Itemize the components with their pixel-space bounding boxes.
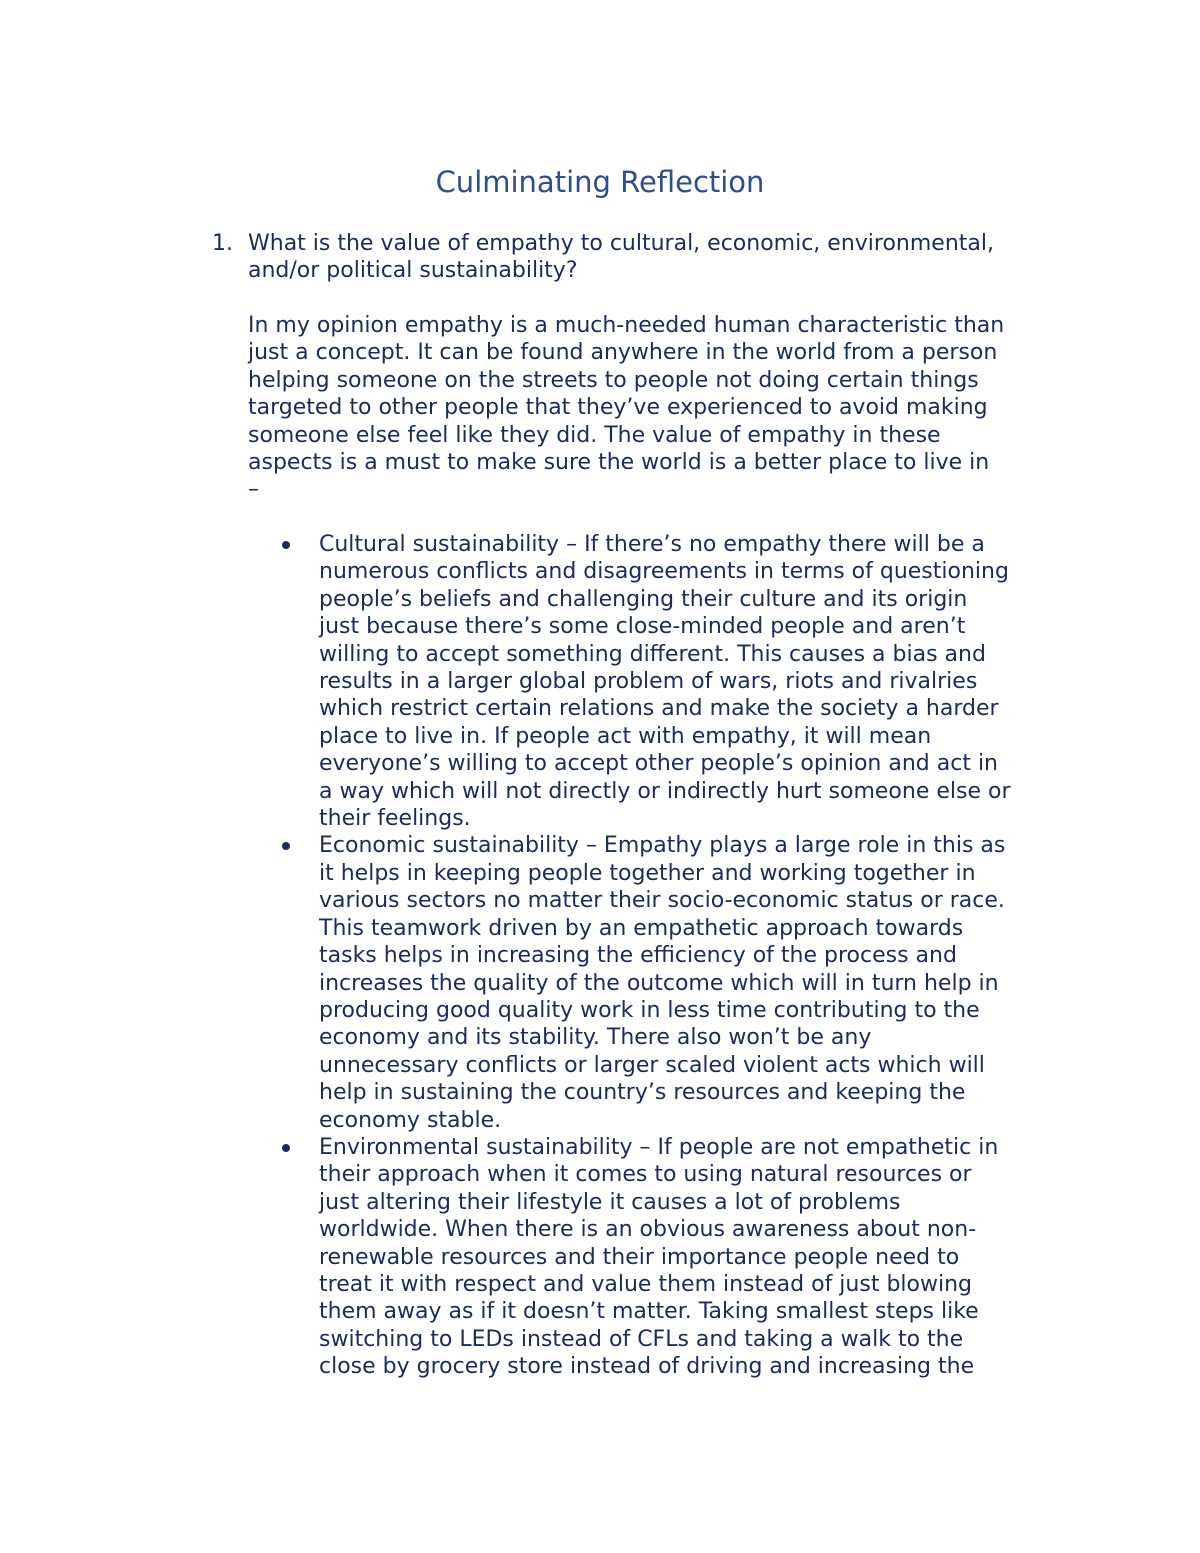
bullet-line: everyone’s willing to accept other people’s opinion and act in	[319, 751, 999, 777]
bullet-line: switching to LEDs instead of CFLs and taking a walk to the	[319, 1326, 964, 1352]
bullet-dot-icon	[282, 541, 290, 549]
answer-line: aspects is a must to make sure the world is a better place to live in	[248, 450, 990, 476]
bullet-line: close by grocery store instead of driving and increasing the	[319, 1354, 975, 1380]
answer-paragraph	[248, 312, 1078, 504]
bullet-line: economy and its stability. There also won’t be any	[319, 1025, 872, 1051]
question-line: and/or political sustainability?	[248, 258, 578, 284]
bullet-line: Environmental sustainability – If people are not empathetic in	[319, 1134, 999, 1160]
list-number: 1.	[212, 231, 233, 256]
bullet-line: various sectors no matter their socio-economic status or race.	[319, 888, 1005, 914]
bullet-item-environmental	[276, 1134, 1076, 1381]
bullet-line: place to live in. If people act with empathy, it will mean	[319, 723, 932, 749]
bullet-line: treat it with respect and value them instead of just blowing	[319, 1271, 972, 1297]
bullet-line: willing to accept something different. This causes a bias and	[319, 641, 986, 667]
answer-line: just a concept. It can be found anywhere in the world from a person	[248, 340, 998, 366]
answer-line: targeted to other people that they’ve experienced to avoid making	[248, 395, 988, 421]
bullet-line: numerous conflicts and disagreements in terms of questioning	[319, 559, 1009, 585]
answer-line: someone else feel like they did. The value of empathy in these	[248, 422, 941, 448]
bullet-line: them away as if it doesn’t matter. Taking smallest steps like	[319, 1299, 979, 1325]
bullet-line: just because there’s some close-minded people and aren’t	[319, 614, 966, 640]
bullet-dot-icon	[282, 842, 290, 850]
bullet-line: worldwide. When there is an obvious awareness about non-	[319, 1217, 977, 1243]
bullet-line: help in sustaining the country’s resources and keeping the	[319, 1080, 966, 1106]
bullet-line: a way which will not directly or indirectly hurt someone else or	[319, 778, 1011, 804]
bullet-line: Cultural sustainability – If there’s no empathy there will be a	[319, 532, 985, 557]
bullet-line: producing good quality work in less time contributing to the	[319, 997, 980, 1023]
page-title: Culminating Reflection	[435, 165, 765, 199]
bullet-dot-icon	[282, 1144, 290, 1152]
bullet-line: renewable resources and their importance people need to	[319, 1244, 960, 1270]
answer-line: –	[248, 477, 259, 503]
bullet-line: unnecessary conflicts or larger scaled violent acts which will	[319, 1052, 985, 1078]
bullet-line: it helps in keeping people together and working together in	[319, 860, 976, 886]
answer-line: In my opinion empathy is a much-needed human characteristic than	[248, 313, 1005, 338]
answer-line: helping someone on the streets to people not doing certain things	[248, 367, 979, 393]
bullet-line: Economic sustainability – Empathy plays a large role in this as	[319, 833, 1006, 859]
bullet-line: their feelings.	[319, 806, 471, 832]
bullet-line: results in a larger global problem of wars, riots and rivalries	[319, 669, 978, 695]
bullet-line: their approach when it comes to using natural resources or	[319, 1162, 972, 1188]
question-text	[248, 230, 1078, 285]
bullet-line: increases the quality of the outcome which will in turn help in	[319, 970, 999, 996]
bullet-item-cultural	[276, 531, 1076, 832]
bullet-line: which restrict certain relations and make the society a harder	[319, 696, 999, 722]
bullet-line: people’s beliefs and challenging their culture and its origin	[319, 586, 968, 612]
bullet-line: economy stable.	[319, 1107, 502, 1133]
bullet-list	[276, 531, 1076, 1381]
bullet-item-economic	[276, 832, 1076, 1133]
bullet-line: tasks helps in increasing the efficiency of the process and	[319, 943, 957, 969]
question-line: What is the value of empathy to cultural, economic, environmental,	[248, 231, 994, 256]
bullet-line: This teamwork driven by an empathetic approach towards	[319, 915, 964, 941]
bullet-line: just altering their lifestyle it causes a lot of problems	[319, 1189, 901, 1215]
